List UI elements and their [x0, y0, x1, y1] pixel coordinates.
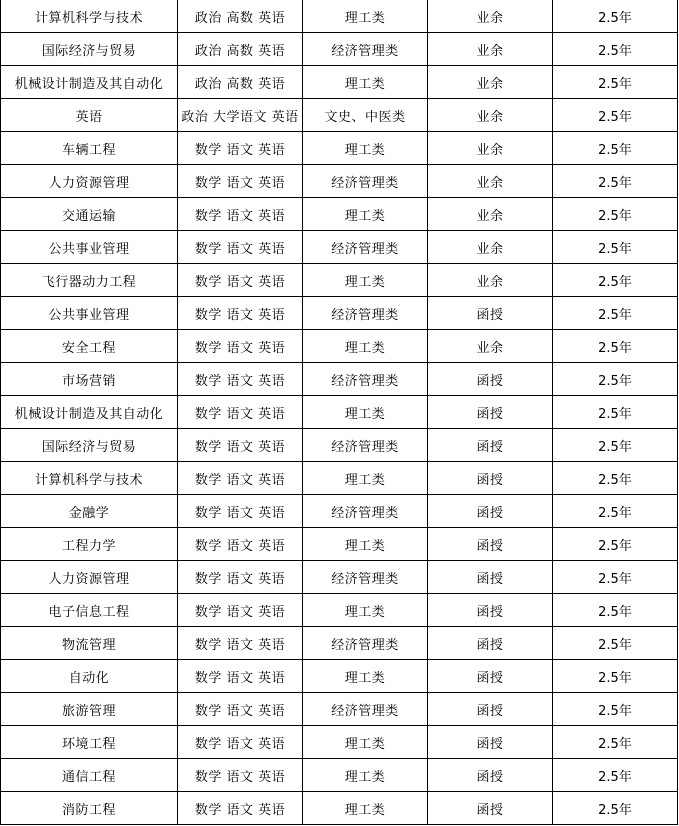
study-mode-cell: 业余: [428, 132, 553, 165]
subjects-cell: 数学 语文 英语: [178, 165, 303, 198]
duration-cell: 2.5年: [553, 165, 678, 198]
duration-cell: 2.5年: [553, 0, 678, 33]
major-cell: 英语: [1, 99, 178, 132]
major-cell: 安全工程: [1, 330, 178, 363]
table-row: [1, 627, 678, 660]
table-row: [1, 363, 678, 396]
major-cell: 公共事业管理: [1, 231, 178, 264]
study-mode-cell: 函授: [428, 792, 553, 825]
subjects-cell: 政治 大学语文 英语: [178, 99, 303, 132]
study-mode-cell: 业余: [428, 231, 553, 264]
table-row: [1, 594, 678, 627]
category-cell: 理工类: [303, 396, 428, 429]
study-mode-cell: 函授: [428, 693, 553, 726]
study-mode-cell: 函授: [428, 594, 553, 627]
subjects-cell: 数学 语文 英语: [178, 396, 303, 429]
category-cell: 经济管理类: [303, 231, 428, 264]
study-mode-cell: 业余: [428, 99, 553, 132]
duration-cell: 2.5年: [553, 528, 678, 561]
table-row: [1, 561, 678, 594]
majors-table-body: [1, 0, 678, 825]
table-row: [1, 660, 678, 693]
subjects-cell: 数学 语文 英语: [178, 429, 303, 462]
category-cell: 理工类: [303, 594, 428, 627]
duration-cell: 2.5年: [553, 693, 678, 726]
category-cell: 理工类: [303, 660, 428, 693]
duration-cell: 2.5年: [553, 429, 678, 462]
category-cell: 文史、中医类: [303, 99, 428, 132]
duration-cell: 2.5年: [553, 396, 678, 429]
duration-cell: 2.5年: [553, 33, 678, 66]
subjects-cell: 数学 语文 英语: [178, 264, 303, 297]
study-mode-cell: 业余: [428, 33, 553, 66]
major-cell: 环境工程: [1, 726, 178, 759]
category-cell: 经济管理类: [303, 363, 428, 396]
category-cell: 理工类: [303, 726, 428, 759]
duration-cell: 2.5年: [553, 561, 678, 594]
major-cell: 国际经济与贸易: [1, 429, 178, 462]
study-mode-cell: 函授: [428, 726, 553, 759]
study-mode-cell: 函授: [428, 759, 553, 792]
study-mode-cell: 函授: [428, 297, 553, 330]
major-cell: 公共事业管理: [1, 297, 178, 330]
subjects-cell: 数学 语文 英语: [178, 132, 303, 165]
category-cell: 理工类: [303, 198, 428, 231]
duration-cell: 2.5年: [553, 66, 678, 99]
duration-cell: 2.5年: [553, 330, 678, 363]
study-mode-cell: 函授: [428, 396, 553, 429]
category-cell: 经济管理类: [303, 297, 428, 330]
subjects-cell: 数学 语文 英语: [178, 528, 303, 561]
subjects-cell: 政治 高数 英语: [178, 33, 303, 66]
category-cell: 理工类: [303, 0, 428, 33]
subjects-cell: 数学 语文 英语: [178, 660, 303, 693]
table-row: [1, 792, 678, 825]
subjects-cell: 数学 语文 英语: [178, 330, 303, 363]
category-cell: 理工类: [303, 759, 428, 792]
major-cell: 国际经济与贸易: [1, 33, 178, 66]
category-cell: 经济管理类: [303, 561, 428, 594]
category-cell: 经济管理类: [303, 165, 428, 198]
subjects-cell: 数学 语文 英语: [178, 561, 303, 594]
category-cell: 经济管理类: [303, 429, 428, 462]
category-cell: 理工类: [303, 66, 428, 99]
table-row: [1, 726, 678, 759]
duration-cell: 2.5年: [553, 198, 678, 231]
duration-cell: 2.5年: [553, 792, 678, 825]
major-cell: 金融学: [1, 495, 178, 528]
table-row: [1, 99, 678, 132]
major-cell: 计算机科学与技术: [1, 462, 178, 495]
subjects-cell: 数学 语文 英语: [178, 627, 303, 660]
study-mode-cell: 函授: [428, 627, 553, 660]
major-cell: 车辆工程: [1, 132, 178, 165]
table-row: [1, 330, 678, 363]
study-mode-cell: 业余: [428, 0, 553, 33]
major-cell: 旅游管理: [1, 693, 178, 726]
table-row: [1, 198, 678, 231]
study-mode-cell: 函授: [428, 561, 553, 594]
table-row: [1, 0, 678, 33]
duration-cell: 2.5年: [553, 462, 678, 495]
study-mode-cell: 函授: [428, 462, 553, 495]
subjects-cell: 数学 语文 英语: [178, 363, 303, 396]
table-row: [1, 33, 678, 66]
category-cell: 理工类: [303, 792, 428, 825]
category-cell: 理工类: [303, 264, 428, 297]
subjects-cell: 数学 语文 英语: [178, 693, 303, 726]
subjects-cell: 政治 高数 英语: [178, 66, 303, 99]
category-cell: 经济管理类: [303, 495, 428, 528]
study-mode-cell: 业余: [428, 66, 553, 99]
study-mode-cell: 函授: [428, 528, 553, 561]
duration-cell: 2.5年: [553, 363, 678, 396]
table-row: [1, 165, 678, 198]
major-cell: 电子信息工程: [1, 594, 178, 627]
major-cell: 自动化: [1, 660, 178, 693]
subjects-cell: 数学 语文 英语: [178, 297, 303, 330]
subjects-cell: 数学 语文 英语: [178, 792, 303, 825]
study-mode-cell: 函授: [428, 429, 553, 462]
duration-cell: 2.5年: [553, 231, 678, 264]
duration-cell: 2.5年: [553, 759, 678, 792]
table-row: [1, 231, 678, 264]
table-row: [1, 66, 678, 99]
subjects-cell: 数学 语文 英语: [178, 495, 303, 528]
subjects-cell: 数学 语文 英语: [178, 594, 303, 627]
table-row: [1, 297, 678, 330]
subjects-cell: 数学 语文 英语: [178, 198, 303, 231]
table-row: [1, 462, 678, 495]
major-cell: 飞行器动力工程: [1, 264, 178, 297]
category-cell: 理工类: [303, 462, 428, 495]
subjects-cell: 政治 高数 英语: [178, 0, 303, 33]
study-mode-cell: 业余: [428, 198, 553, 231]
duration-cell: 2.5年: [553, 726, 678, 759]
duration-cell: 2.5年: [553, 264, 678, 297]
major-cell: 机械设计制造及其自动化: [1, 66, 178, 99]
study-mode-cell: 函授: [428, 363, 553, 396]
table-row: [1, 132, 678, 165]
duration-cell: 2.5年: [553, 297, 678, 330]
table-row: [1, 693, 678, 726]
category-cell: 理工类: [303, 330, 428, 363]
study-mode-cell: 函授: [428, 660, 553, 693]
subjects-cell: 数学 语文 英语: [178, 231, 303, 264]
duration-cell: 2.5年: [553, 99, 678, 132]
duration-cell: 2.5年: [553, 132, 678, 165]
subjects-cell: 数学 语文 英语: [178, 462, 303, 495]
table-row: [1, 264, 678, 297]
subjects-cell: 数学 语文 英语: [178, 759, 303, 792]
category-cell: 理工类: [303, 528, 428, 561]
duration-cell: 2.5年: [553, 627, 678, 660]
major-cell: 物流管理: [1, 627, 178, 660]
category-cell: 经济管理类: [303, 33, 428, 66]
major-cell: 工程力学: [1, 528, 178, 561]
duration-cell: 2.5年: [553, 495, 678, 528]
table-row: [1, 429, 678, 462]
duration-cell: 2.5年: [553, 660, 678, 693]
study-mode-cell: 函授: [428, 495, 553, 528]
table-row: [1, 495, 678, 528]
major-cell: 市场营销: [1, 363, 178, 396]
study-mode-cell: 业余: [428, 264, 553, 297]
table-row: [1, 759, 678, 792]
table-row: [1, 528, 678, 561]
major-cell: 人力资源管理: [1, 165, 178, 198]
major-cell: 人力资源管理: [1, 561, 178, 594]
major-cell: 通信工程: [1, 759, 178, 792]
category-cell: 经济管理类: [303, 693, 428, 726]
major-cell: 消防工程: [1, 792, 178, 825]
category-cell: 理工类: [303, 132, 428, 165]
study-mode-cell: 业余: [428, 165, 553, 198]
major-cell: 机械设计制造及其自动化: [1, 396, 178, 429]
major-cell: 交通运输: [1, 198, 178, 231]
duration-cell: 2.5年: [553, 594, 678, 627]
study-mode-cell: 业余: [428, 330, 553, 363]
major-cell: 计算机科学与技术: [1, 0, 178, 33]
table-row: [1, 396, 678, 429]
category-cell: 经济管理类: [303, 627, 428, 660]
subjects-cell: 数学 语文 英语: [178, 726, 303, 759]
